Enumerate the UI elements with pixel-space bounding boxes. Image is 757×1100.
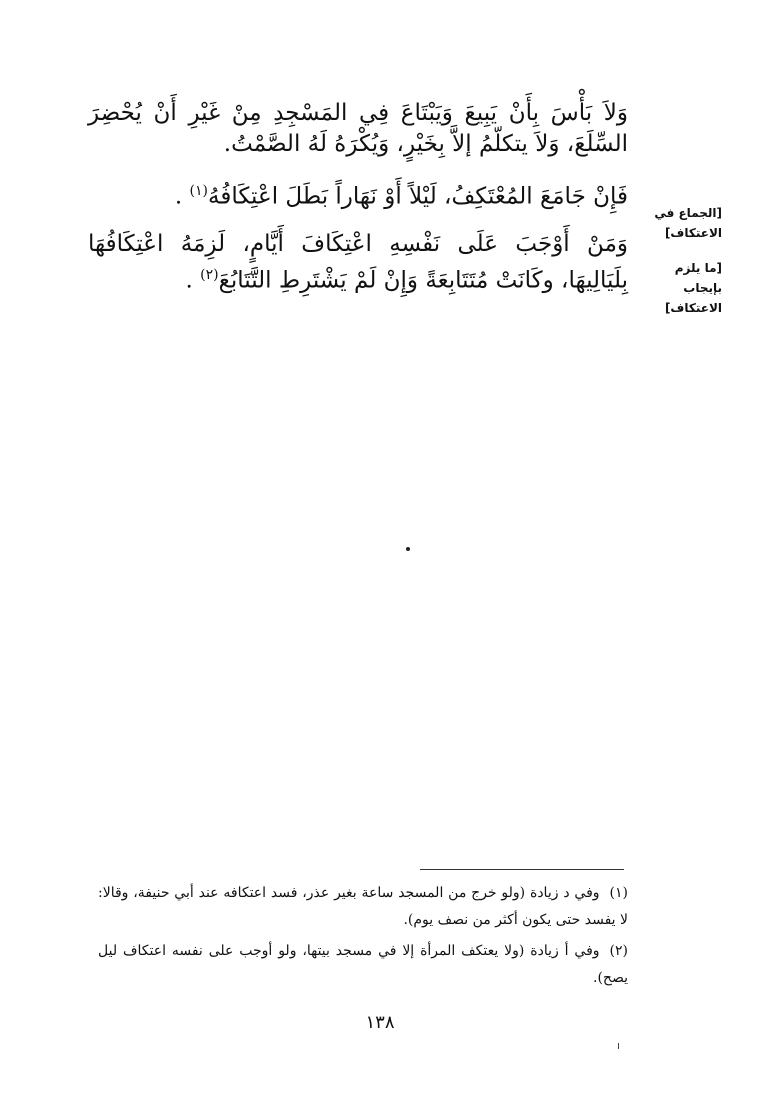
stray-dot <box>406 547 410 551</box>
footnote-divider <box>420 869 624 870</box>
paragraph-selling-text: وَلاَ بَأْسَ بِأَنْ يَبِيعَ وَيَبْتَاعَ فِي المَسْجِدِ مِنْ غَيْرِ أَنْ يُحْضِرَ السِّلَعَ، وَلاَ يتكلّمُ إلاَّ بِخَيْرٍ، وَيُكْرَهُ لَهُ الصَّمْتُ. <box>88 100 628 157</box>
footnote-number: (٢) <box>609 943 628 959</box>
side-note-intercourse: [الجماع في الاعتكاف] <box>654 206 722 240</box>
footnote-2 <box>98 938 628 992</box>
footnote-text: وفي أ زيادة (ولا يعتكف المرأة إلا في مسجد بيتها، ولو أوجب على نفسه اعتكاف ليل يصح). <box>98 943 628 986</box>
paragraph-end-mark: . <box>185 267 193 294</box>
paragraph-intercourse <box>88 176 628 213</box>
main-text <box>88 98 628 296</box>
paragraph-intercourse-text: فَإِنْ جَامَعَ المُعْتَكِفُ، لَيْلاً أَوْ نَهَاراً بَطَلَ اعْتِكَافُهُ <box>208 183 628 210</box>
page-number: ١٣٨ <box>365 1012 395 1033</box>
paragraph-end-mark: . <box>174 183 183 210</box>
footnote-ref-1: (١) <box>189 183 209 199</box>
footnotes <box>98 880 628 996</box>
margin-mark <box>618 1043 619 1049</box>
side-note-obligation: [ما يلزم بإيجاب الاعتكاف] <box>664 261 722 315</box>
footnote-ref-2: (٢) <box>200 266 219 283</box>
paragraph-obligation-text: وَمَنْ أَوْجَبَ عَلَى نَفْسِهِ اعْتِكَافَ أَيَّامٍ، لَزِمَهُ اعْتِكَافُهَا بِلَيَالِيهَا، وكَانَتْ مُتَتَابِعَةً وَإِنْ لَمْ يَشْتَرِطِ التَّتَابُعَ <box>88 230 628 294</box>
paragraph-selling-in-mosque <box>88 98 628 160</box>
paragraph-obligation <box>88 229 628 297</box>
footnote-1 <box>98 880 628 934</box>
footnote-number: (١) <box>609 885 628 901</box>
footnote-text: وفي د زيادة (ولو خرج من المسجد ساعة بغير عذر، فسد اعتكافه عند أبي حنيفة، وقالا: لا يفسد حتى يكون أكثر من نصف يوم). <box>98 885 628 928</box>
